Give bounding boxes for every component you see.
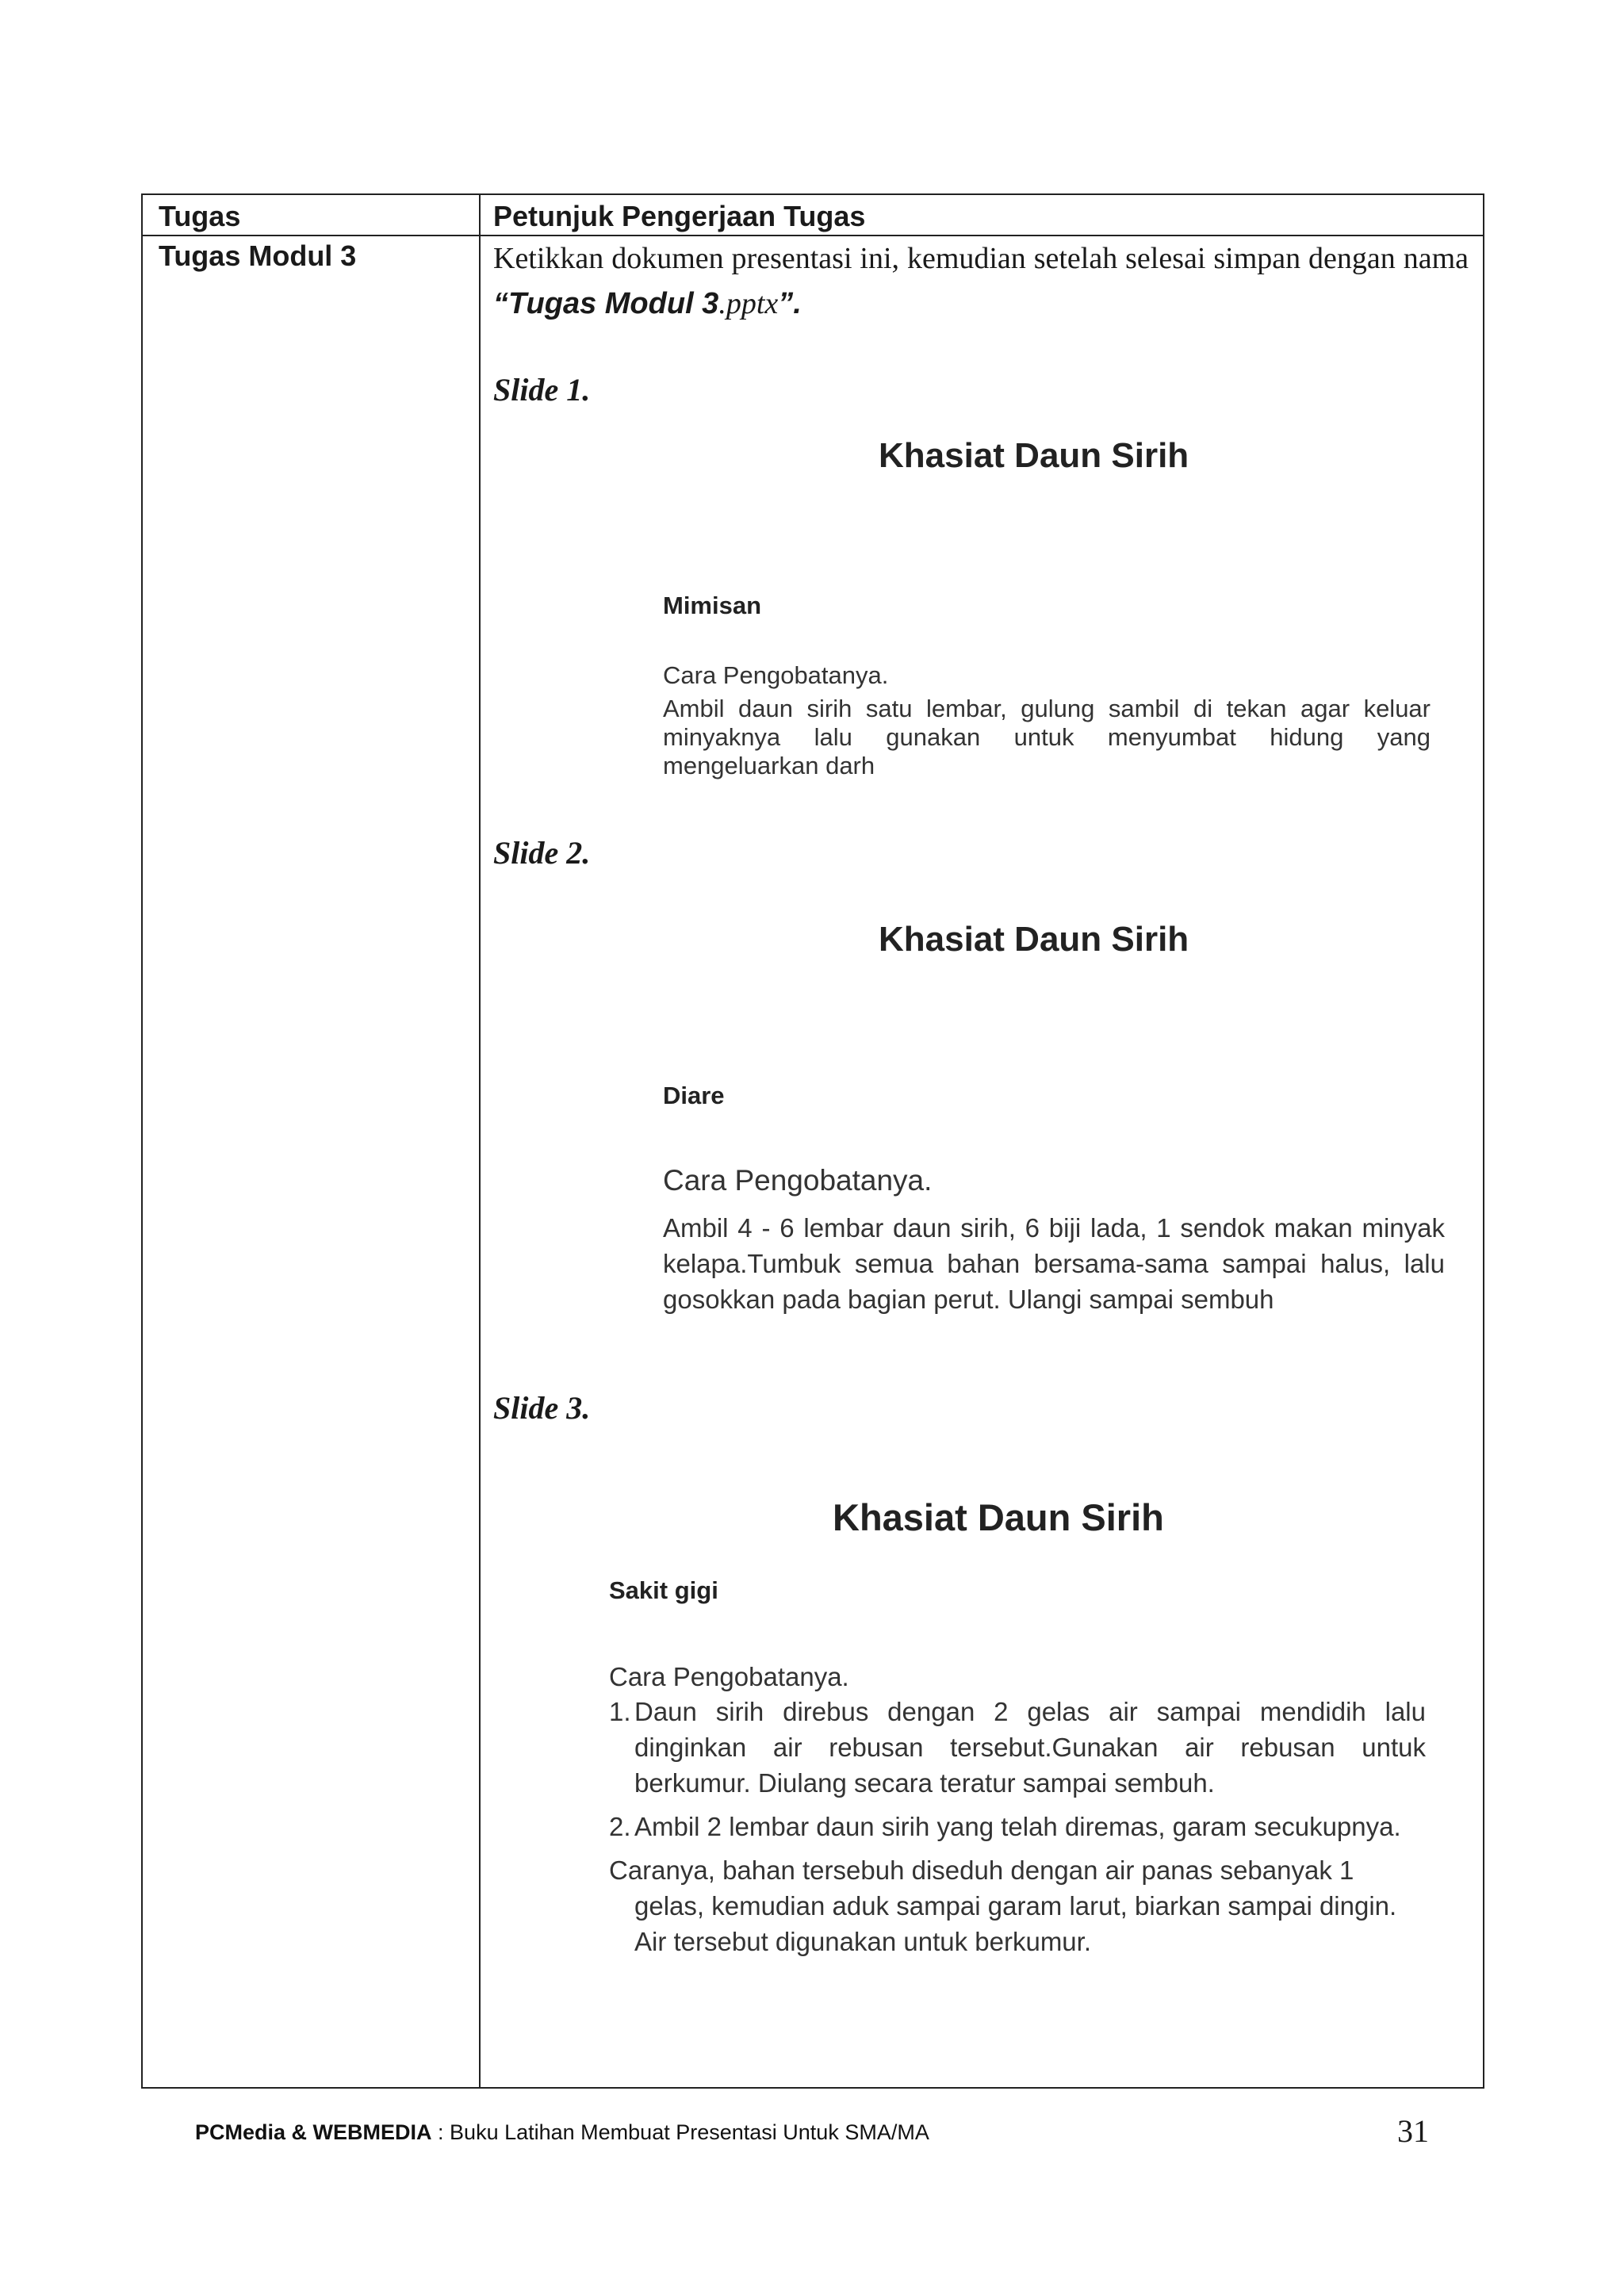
slide-1-subtitle: Mimisan: [663, 592, 762, 619]
intro-quote-close: ”.: [778, 287, 802, 320]
list-item-number: 2.: [609, 1812, 631, 1841]
slide-3-title: Khasiat Daun Sirih: [833, 1496, 1164, 1538]
intro-text: Ketikkan dokumen presentasi ini, kemudian setelah selesai simpan dengan nama: [493, 242, 1469, 275]
list-item-text: Daun sirih direbus dengan 2 gelas air sampai mendidih lalu dinginkan air rebusan tersebut.Gunakan air rebusan untuk berkumur. Diulang secara teratur sampai sembuh.: [634, 1697, 1426, 1798]
header-tugas: Tugas: [159, 200, 241, 232]
slide-2-title: Khasiat Daun Sirih: [879, 920, 1189, 959]
footer-separator: :: [431, 2120, 450, 2144]
slide-2-method-label: Cara Pengobatanya.: [663, 1164, 933, 1197]
slide-3-subtitle: Sakit gigi: [609, 1576, 718, 1604]
column-divider: [479, 195, 481, 2087]
intro-extension: .pptx: [718, 287, 779, 320]
footer-book-title: Buku Latihan Membuat Presentasi Untuk SMA/MA: [450, 2120, 929, 2144]
footer-brand: PCMedia & WEBMEDIA: [195, 2120, 432, 2144]
slide-3-label: Slide 3.: [493, 1390, 591, 1426]
slide-1-method-label: Cara Pengobatanya.: [663, 661, 889, 689]
slide-3-method-label: Cara Pengobatanya.: [609, 1662, 849, 1691]
header-petunjuk: Petunjuk Pengerjaan Tugas: [493, 200, 866, 232]
list-item-number: 1.: [609, 1697, 631, 1726]
intro-quote-open: “: [493, 287, 508, 320]
slide-3-steps: [609, 1694, 1426, 1959]
slide-1-body: Ambil daun sirih satu lembar, gulung sambil di tekan agar keluar minyaknya lalu gunakan untuk menyumbat hidung yang mengeluarkan darh: [663, 695, 1431, 779]
slide-2-body: Ambil 4 - 6 lembar daun sirih, 6 biji lada, 1 sendok makan minyak kelapa.Tumbuk semua bahan bersama-sama sampai halus, lalu gosokkan pada bagian perut. Ulangi sampai sembuh: [663, 1213, 1445, 1314]
slide-3-closing: Caranya, bahan tersebuh diseduh dengan air panas sebanyak 1 gelas, kemudian aduk sampai garam larut, biarkan sampai dingin. Air tersebut digunakan untuk berkumur.: [609, 1855, 1397, 1956]
row-label-tugas-modul-3: Tugas Modul 3: [159, 239, 357, 272]
list-item: [609, 1809, 1426, 1844]
page-number: 31: [1397, 2113, 1429, 2149]
task-table: [141, 193, 1484, 2089]
footer-credit: [195, 2120, 929, 2145]
slide-1-title: Khasiat Daun Sirih: [879, 436, 1189, 475]
intro-filename: Tugas Modul 3: [508, 287, 719, 320]
slide-2-subtitle: Diare: [663, 1082, 725, 1109]
slide-2-label: Slide 2.: [493, 835, 591, 871]
slide-1-label: Slide 1.: [493, 372, 591, 408]
list-item: [609, 1694, 1426, 1801]
intro-instruction: [493, 236, 1469, 327]
list-item-text: Ambil 2 lembar daun sirih yang telah diremas, garam secukupnya.: [634, 1812, 1401, 1841]
